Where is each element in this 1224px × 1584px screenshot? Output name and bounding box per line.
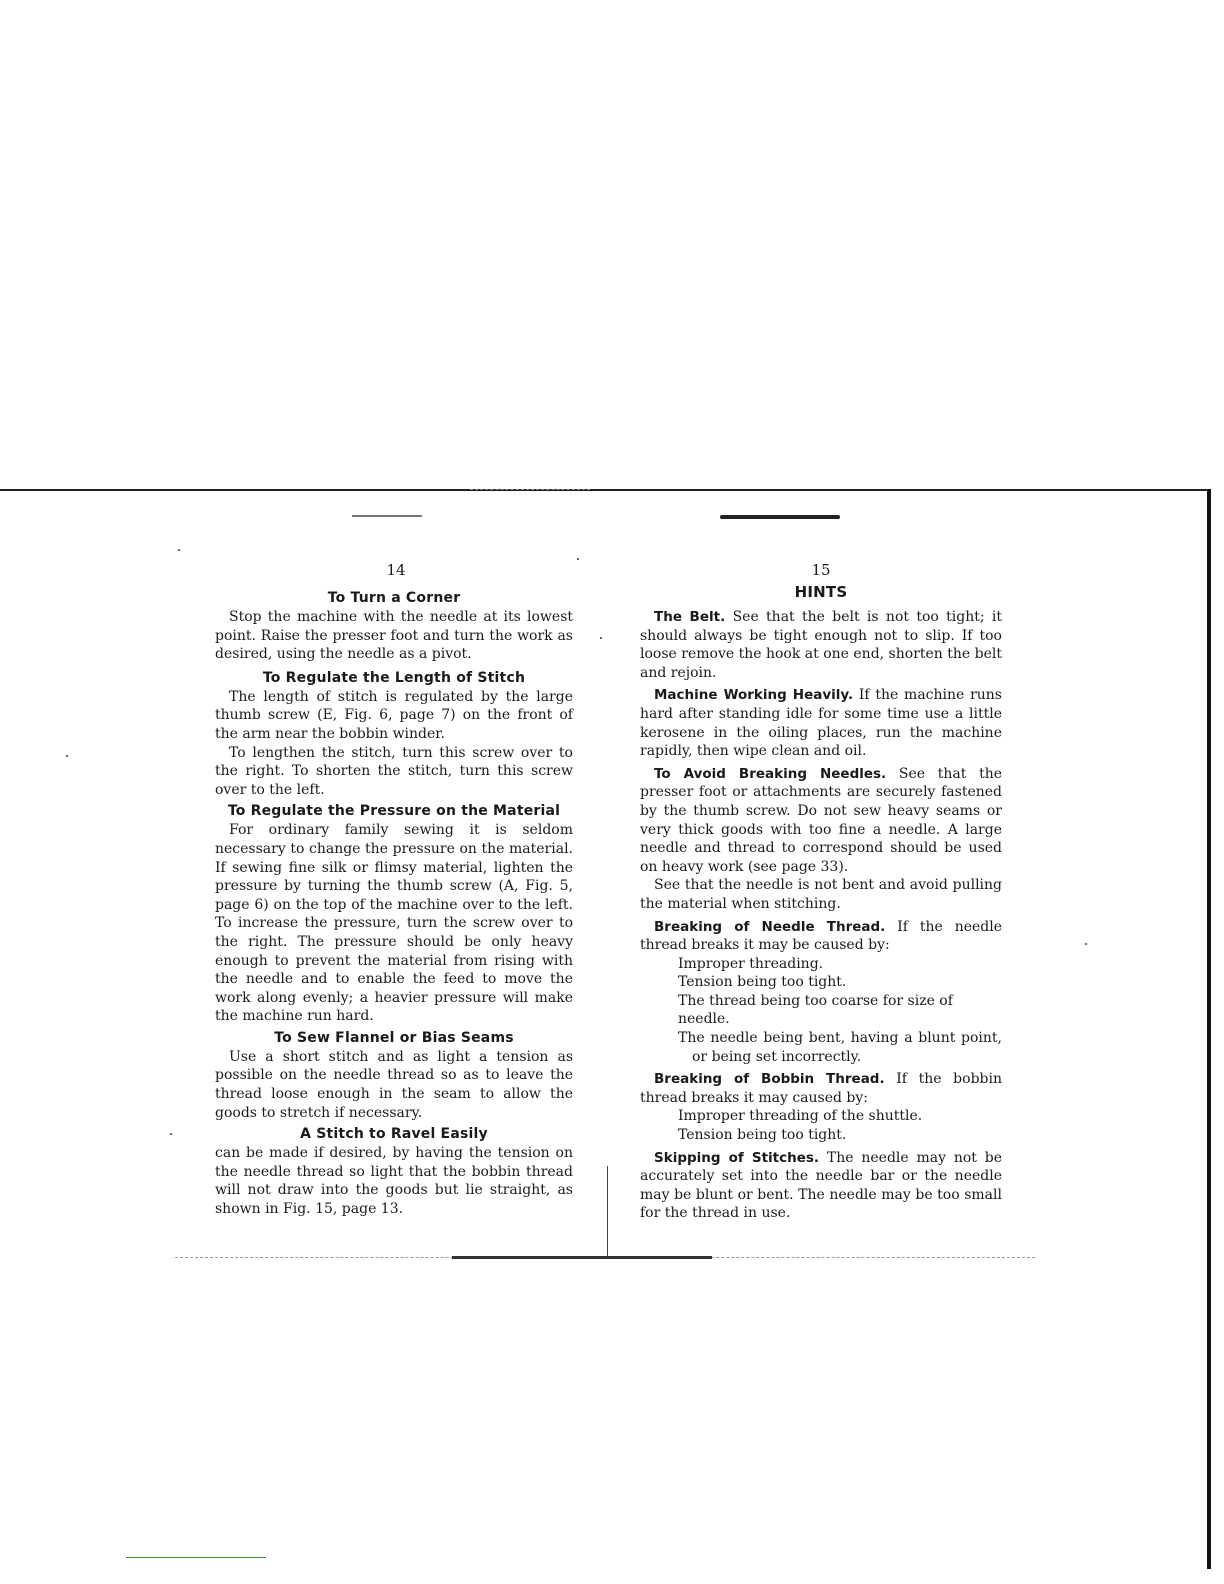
stray-mark — [1085, 943, 1087, 945]
scan-bottom-edge-dark — [452, 1256, 712, 1259]
stray-mark — [178, 549, 180, 551]
section-flannel-bias-seams — [215, 1028, 573, 1122]
section-paragraph: can be made if desired, by having the tension on the needle thread so light that the bobbin thread will not draw into the goods but lie straight, as shown in Fig. 15, page 13. — [215, 1145, 573, 1218]
section-paragraph: To lengthen the stitch, turn this screw over to the right. To shorten the stitch, turn this screw over to the left. — [215, 744, 573, 798]
cause-item: The thread being too coarse for size of needle. — [678, 992, 953, 1028]
section-heading: A Stitch to Ravel Easily — [300, 1126, 488, 1143]
section-paragraph: For ordinary family sewing it is seldom necessary to change the pressure on the material. If sewing fine silk or flimsy material, lighten the pressure by turning the thumb screw (A, Fig. 5, page 6) on the top of the machine over to the left. To increase the pressure, turn the screw over to the right. The pressure should be only heavy enough to prevent the material from rising with the needle and to enable the feed to move the work along evenly; a heavier pressure will make the machine run hard. — [215, 822, 573, 1025]
section-heading: To Turn a Corner — [327, 590, 461, 606]
cause-item: Improper threading of the shuttle. — [678, 1108, 923, 1125]
stray-mark — [66, 755, 68, 757]
cause-item: The needle being bent, having a blunt point, or being set incorrectly. — [678, 1030, 1002, 1065]
hint-skipping-stitches — [640, 1149, 1002, 1223]
cause-item: Tension being too tight. — [678, 974, 847, 991]
scan-top-dots — [470, 489, 590, 490]
section-paragraph: Stop the machine with the needle at its lowest point. Raise the presser foot and turn the work as desired, using the needle as a pivot. — [215, 609, 573, 663]
hint-belt — [640, 608, 1002, 682]
hint-machine-heavy — [640, 686, 1002, 760]
page-number: 15 — [811, 561, 831, 579]
section-heading: To Regulate the Length of Stitch — [262, 669, 526, 686]
hint-text: If the bobbin thread breaks it may caused by: — [640, 1071, 1002, 1106]
right-page — [640, 560, 1002, 1227]
section-turn-corner — [215, 588, 573, 664]
scan-smudge-left — [352, 515, 422, 517]
scan-top-edge — [0, 489, 1208, 491]
stray-mark — [577, 558, 579, 560]
left-page — [215, 560, 573, 1219]
hint-text: See that the needle is not bent and avoid pulling the material when stitching. — [640, 877, 1002, 912]
section-length-of-stitch — [215, 668, 573, 800]
stray-mark — [170, 1133, 172, 1135]
cause-list — [640, 955, 1002, 1067]
hint-bobbin-thread — [640, 1070, 1002, 1107]
section-paragraph: Use a short stitch and as light a tension as possible on the needle thread so as to leave the thread loose enough in the seam to allow the goods to stretch if necessary. — [215, 1048, 573, 1121]
hint-text: If the machine runs hard after standing idle for some time use a little kerosene in the oiling places, run the machine rapidly, then wipe clean and oil. — [640, 687, 1002, 760]
section-paragraph: The length of stitch is regulated by the large thumb screw (E, Fig. 6, page 7) on the front of the arm near the bobbin winder. — [215, 688, 573, 742]
hint-text: The needle may not be accurately set into the needle bar or the needle may be blunt or bent. The needle may be too small for the thread in use. — [640, 1149, 1003, 1222]
scan-smudge-right — [720, 515, 840, 519]
cause-item: Tension being too tight. — [678, 1127, 847, 1144]
hint-title: To Avoid Breaking Needles. — [654, 765, 887, 782]
section-heading: To Regulate the Pressure on the Material — [227, 803, 561, 820]
hint-title: Breaking of Bobbin Thread. — [654, 1071, 885, 1088]
hint-title: Machine Working Heavily. — [654, 687, 854, 704]
hint-title: Breaking of Needle Thread. — [654, 918, 886, 935]
blue-underline-mark — [126, 1557, 266, 1558]
page-number: 14 — [386, 561, 406, 579]
stray-mark — [600, 637, 602, 639]
section-ravel-stitch — [215, 1124, 573, 1218]
hint-title: The Belt. — [654, 609, 726, 625]
scan-right-edge — [1207, 489, 1211, 1569]
hint-needle-bent — [640, 876, 1002, 913]
cause-list — [640, 1107, 1002, 1144]
hint-text: See that the presser foot or attachments are securely fastened by the thumb screw. Do not sew heavy seams or very thick goods with too fine a needle. A large needle and thread to correspond should be used on heavy work (see page 33). — [640, 765, 1002, 875]
hints-heading: HINTS — [794, 583, 848, 601]
hint-breaking-needles — [640, 765, 1002, 877]
hint-needle-thread — [640, 918, 1002, 955]
cause-item: Improper threading. — [678, 955, 824, 972]
hint-text: If the needle thread breaks it may be caused by: — [640, 918, 1003, 954]
hint-title: Skipping of Stitches. — [654, 1149, 820, 1166]
center-fold-line — [607, 1166, 608, 1256]
section-pressure — [215, 801, 573, 1026]
section-heading: To Sew Flannel or Bias Seams — [274, 1029, 514, 1046]
hint-text: See that the belt is not too tight; it should always be tight enough not to slip. If too loose remove the hook at one end, shorten the belt and rejoin. — [640, 609, 1003, 681]
